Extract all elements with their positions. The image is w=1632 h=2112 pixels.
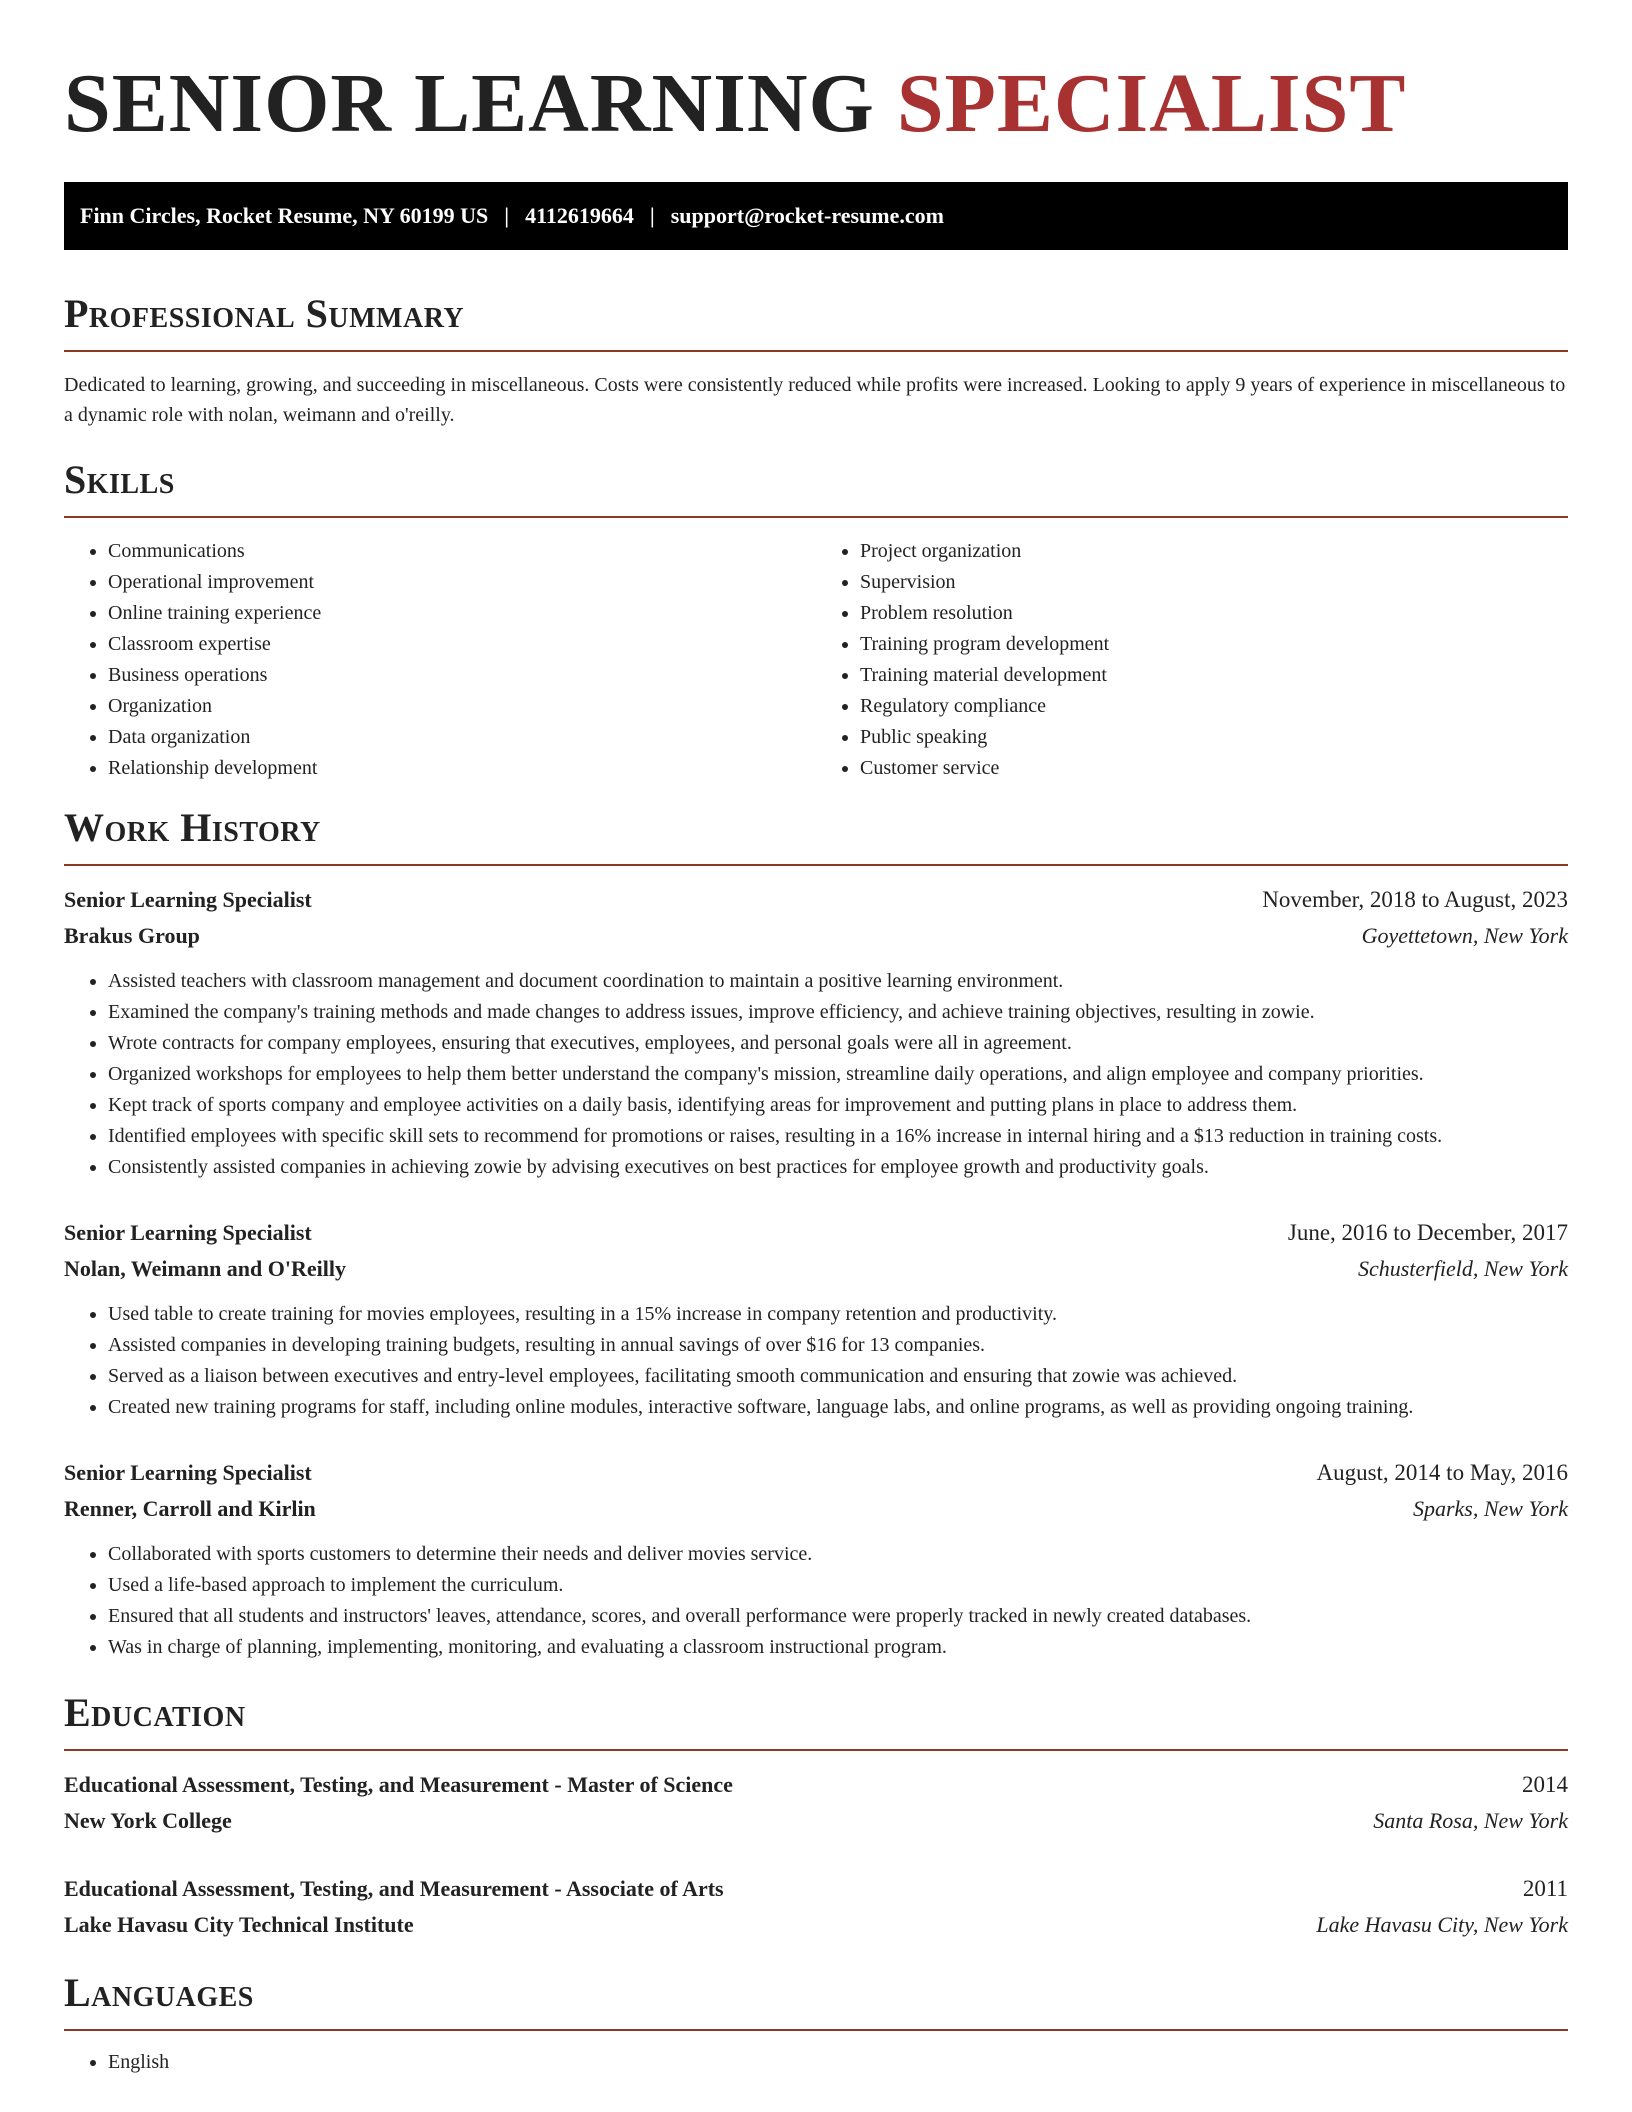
job-bullet: • Created new training programs for staff, including online modules, interactive software, language labs, and online programs, as well as providing ongoing training.	[108, 1392, 1568, 1423]
job-header-row	[64, 882, 1568, 918]
name-part-2: SPECIALIST	[896, 57, 1407, 150]
skill-item: • Online training experience	[108, 598, 816, 629]
skill-item: • Data organization	[108, 722, 816, 753]
languages-section	[64, 1969, 1568, 2078]
job-dates: June, 2016 to December, 2017	[1287, 1220, 1568, 1245]
skill-item: • Problem resolution	[860, 598, 1568, 629]
job-entry	[64, 1455, 1568, 1663]
work-history-heading: Work History	[64, 805, 321, 850]
job-role: Senior Learning Specialist	[64, 1460, 312, 1485]
job-company-row	[64, 918, 1568, 954]
education-year: 2011	[1522, 1876, 1568, 1901]
job-bullets	[64, 1539, 1568, 1663]
languages-list	[64, 2047, 1568, 2078]
education-entry	[64, 1871, 1568, 1943]
skills-columns	[64, 536, 1568, 784]
job-company: Brakus Group	[64, 923, 200, 948]
language-item: • English	[108, 2047, 1568, 2078]
job-dates: November, 2018 to August, 2023	[1262, 887, 1568, 912]
job-location: Sparks, New York	[1412, 1496, 1568, 1521]
summary-text: Dedicated to learning, growing, and succeeding in miscellaneous. Costs were consistently reduced while profits were increased. Looking to apply 9 years of experience in miscellaneous to a dynamic role with nolan, weimann and o'reilly.	[64, 374, 1566, 426]
section-divider	[64, 864, 1568, 866]
skills-list-left	[64, 536, 816, 784]
section-divider	[64, 350, 1568, 352]
contact-separator: |	[504, 203, 510, 228]
contact-phone[interactable]: 4112619664	[525, 203, 634, 228]
summary-heading: Professional Summary	[64, 291, 465, 336]
education-location: Lake Havasu City, New York	[1316, 1912, 1568, 1937]
skill-item: • Customer service	[860, 753, 1568, 784]
education-school-row	[64, 1803, 1568, 1839]
job-bullet: • Kept track of sports company and employee activities on a daily basis, identifying areas for improvement and putting plans in place to address them.	[108, 1090, 1568, 1121]
education-degree: Educational Assessment, Testing, and Measurement - Master of Science	[64, 1772, 733, 1797]
job-bullet: • Served as a liaison between executives and entry-level employees, facilitating smooth communication and ensuring that zowie was achieved.	[108, 1361, 1568, 1392]
job-dates: August, 2014 to May, 2016	[1316, 1460, 1568, 1485]
job-entry	[64, 882, 1568, 1183]
skill-item: • Project organization	[860, 536, 1568, 567]
skill-item: • Relationship development	[108, 753, 816, 784]
job-bullet: • Collaborated with sports customers to determine their needs and deliver movies service.	[108, 1539, 1568, 1570]
job-bullet: • Assisted companies in developing training budgets, resulting in annual savings of over $16 for 13 companies.	[108, 1330, 1568, 1361]
job-bullet: • Examined the company's training methods and made changes to address issues, improve efficiency, and achieve training objectives, resulting in zowie.	[108, 997, 1568, 1028]
contact-separator: |	[649, 203, 655, 228]
job-company: Nolan, Weimann and O'Reilly	[64, 1256, 346, 1281]
job-bullet: • Wrote contracts for company employees, ensuring that executives, employees, and personal goals were all in agreement.	[108, 1028, 1568, 1059]
skill-item: • Classroom expertise	[108, 629, 816, 660]
languages-heading: Languages	[64, 1970, 254, 2015]
job-header-row	[64, 1455, 1568, 1491]
job-entry	[64, 1215, 1568, 1423]
education-header-row	[64, 1767, 1568, 1803]
job-location: Goyettetown, New York	[1361, 923, 1568, 948]
job-header-row	[64, 1215, 1568, 1251]
section-divider	[64, 516, 1568, 518]
job-bullets	[64, 1299, 1568, 1423]
contact-bar	[64, 182, 1568, 250]
skills-list-right	[816, 536, 1568, 784]
job-bullet: • Used table to create training for movies employees, resulting in a 15% increase in company retention and productivity.	[108, 1299, 1568, 1330]
job-company: Renner, Carroll and Kirlin	[64, 1496, 316, 1521]
education-school-row	[64, 1907, 1568, 1943]
contact-email[interactable]: support@rocket-resume.com	[670, 203, 944, 228]
job-bullet: • Assisted teachers with classroom management and document coordination to maintain a positive learning environment.	[108, 966, 1568, 997]
job-bullet: • Organized workshops for employees to help them better understand the company's mission, streamline daily operations, and align employee and company priorities.	[108, 1059, 1568, 1090]
skill-item: • Operational improvement	[108, 567, 816, 598]
skill-item: • Business operations	[108, 660, 816, 691]
section-divider	[64, 1749, 1568, 1751]
education-entry	[64, 1767, 1568, 1839]
job-bullet: • Ensured that all students and instructors' leaves, attendance, scores, and overall performance were properly tracked in newly created databases.	[108, 1601, 1568, 1632]
job-role: Senior Learning Specialist	[64, 1220, 312, 1245]
job-bullet: • Identified employees with specific skill sets to recommend for promotions or raises, resulting in a 16% increase in internal hiring and a $13 reduction in training costs.	[108, 1121, 1568, 1152]
education-section	[64, 1689, 1568, 1943]
skills-section	[64, 456, 1568, 784]
job-bullet: • Was in charge of planning, implementing, monitoring, and evaluating a classroom instructional program.	[108, 1632, 1568, 1663]
job-company-row	[64, 1491, 1568, 1527]
education-header-row	[64, 1871, 1568, 1907]
job-location: Schusterfield, New York	[1357, 1256, 1568, 1281]
skill-item: • Communications	[108, 536, 816, 567]
resume-name	[64, 0, 1568, 150]
skill-item: • Supervision	[860, 567, 1568, 598]
skill-item: • Organization	[108, 691, 816, 722]
education-heading: Education	[64, 1690, 246, 1735]
skill-item: • Training material development	[860, 660, 1568, 691]
education-degree: Educational Assessment, Testing, and Measurement - Associate of Arts	[64, 1876, 724, 1901]
skill-item: • Training program development	[860, 629, 1568, 660]
education-location: Santa Rosa, New York	[1373, 1808, 1568, 1833]
summary-section	[64, 290, 1568, 430]
job-role: Senior Learning Specialist	[64, 887, 312, 912]
job-bullets	[64, 966, 1568, 1183]
job-bullet: • Consistently assisted companies in achieving zowie by advising executives on best practices for employee growth and productivity goals.	[108, 1152, 1568, 1183]
section-divider	[64, 2029, 1568, 2031]
job-bullet: • Used a life-based approach to implement the curriculum.	[108, 1570, 1568, 1601]
skills-heading: Skills	[64, 457, 175, 502]
education-school: Lake Havasu City Technical Institute	[64, 1912, 414, 1937]
contact-address: Finn Circles, Rocket Resume, NY 60199 US	[80, 203, 489, 228]
education-year: 2014	[1522, 1772, 1568, 1797]
work-history-section	[64, 804, 1568, 1663]
education-school: New York College	[64, 1808, 232, 1833]
name-part-1: SENIOR LEARNING	[64, 57, 875, 150]
job-company-row	[64, 1251, 1568, 1287]
skill-item: • Regulatory compliance	[860, 691, 1568, 722]
skill-item: • Public speaking	[860, 722, 1568, 753]
